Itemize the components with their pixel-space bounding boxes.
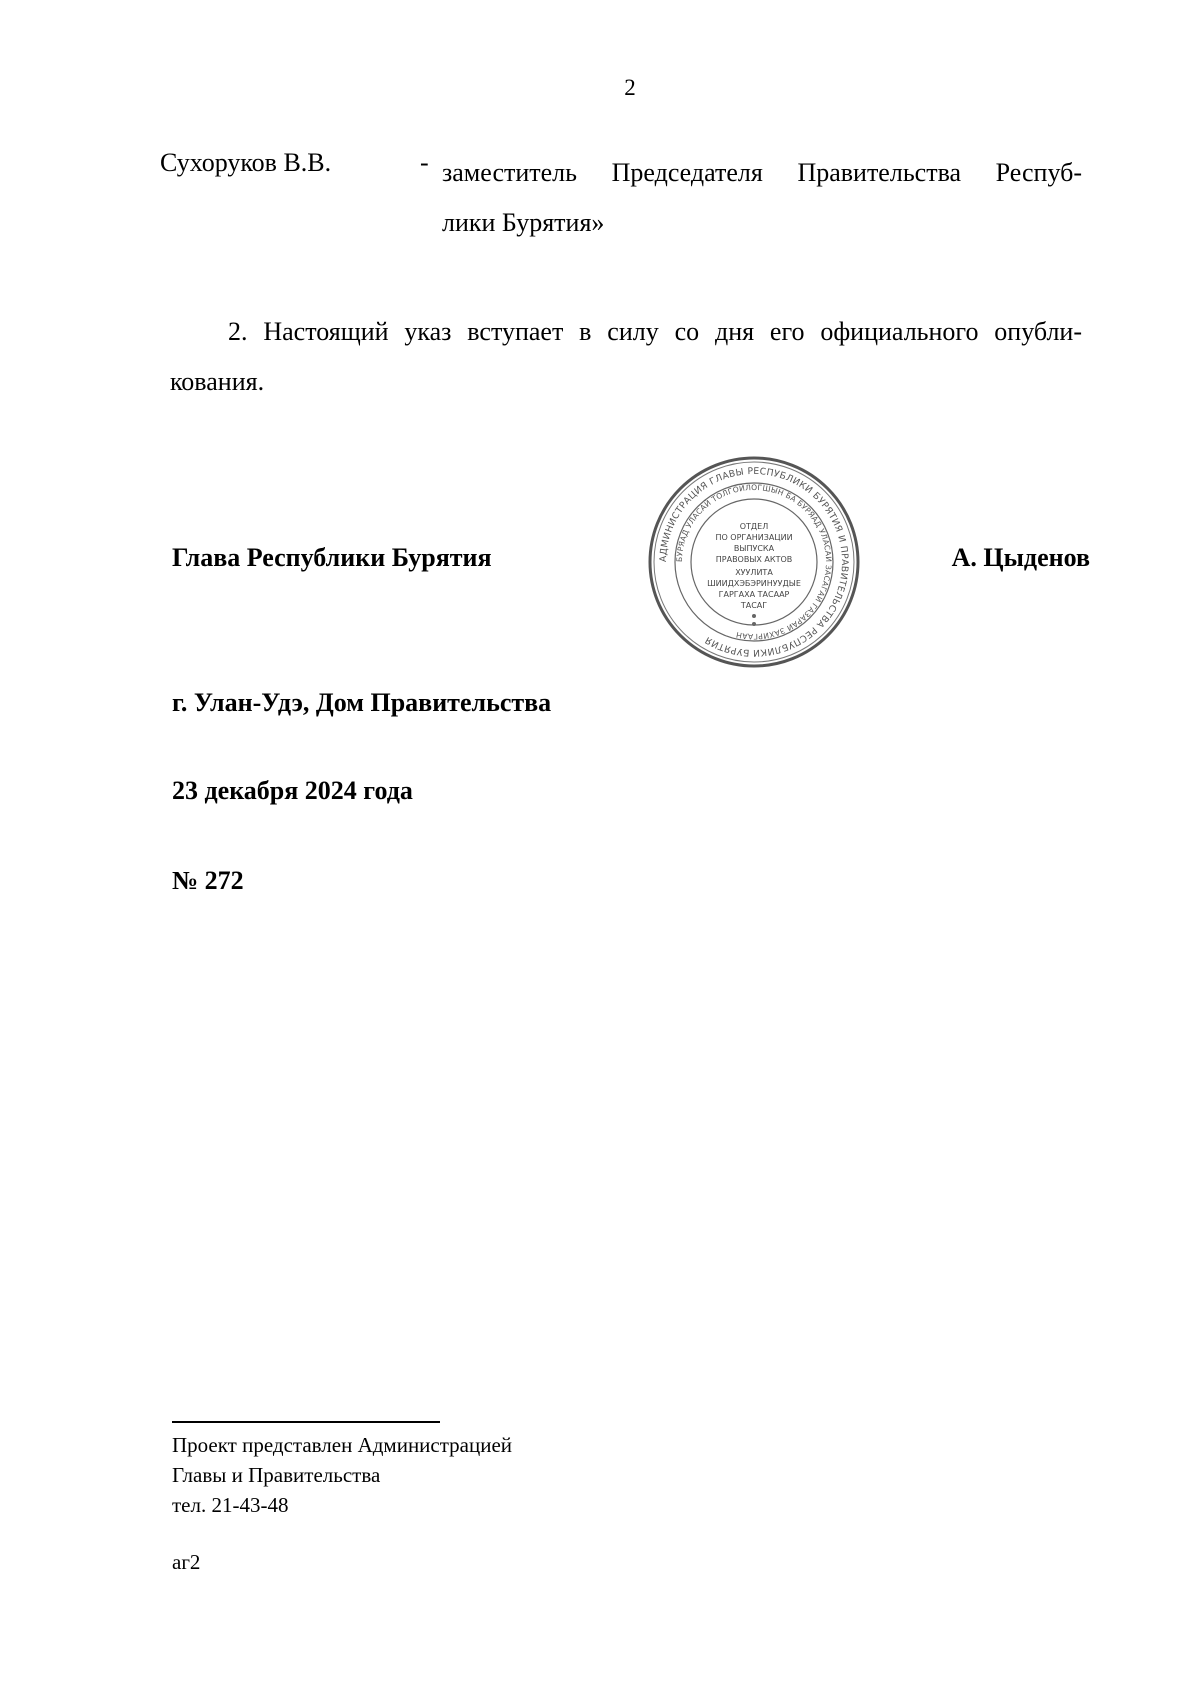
seal-inner-ring-text: БУРЯАД УЛАСАЙ ТОЛГОЙЛОГШЫН БА БУРЯАД УЛАСАЙ ЗАСАГАЙ ГАЗАРАЙ ЗАХИРГААН [674, 482, 834, 642]
footnote-line-2: Главы и Правительства [172, 1463, 381, 1487]
paragraph-2 [170, 307, 1082, 407]
footnote-line-1: Проект представлен Администрацией [172, 1433, 513, 1457]
seal-center-line: ГАРГАХА ТАСААР [718, 590, 790, 599]
paragraph-2-line-2: кования. [170, 367, 265, 396]
seal-center-line: ПО ОРГАНИЗАЦИИ [715, 533, 793, 542]
signatory-title: Глава Республики Бурятия [172, 543, 492, 572]
member-description [442, 148, 1082, 248]
document-code: аг2 [172, 1550, 201, 1574]
member-dash: - [420, 148, 429, 177]
paragraph-2-line-1: 2. Настоящий указ вступает в силу со дня его официального опубли- [228, 317, 1082, 346]
signatory-name: А. Цыденов [951, 543, 1090, 572]
seal-center-line: ОТДЕЛ [739, 522, 769, 531]
decree-number: № 272 [172, 866, 244, 895]
member-description-line-1: заместитель Председателя Правительства Респуб- [442, 158, 1082, 187]
footnote-separator [172, 1421, 440, 1423]
official-seal [648, 456, 860, 668]
seal-outer-text: АДМИНИСТРАЦИЯ ГЛАВЫ РЕСПУБЛИКИ БУРЯТИЯ И ПРАВИТЕЛЬСТВА РЕСПУБЛИКИ БУРЯТИЯ [657, 465, 851, 659]
signing-place: г. Улан-Удэ, Дом Правительства [172, 688, 552, 717]
page-number: 2 [624, 75, 636, 100]
seal-center-line: ПРАВОВЫХ АКТОВ [715, 555, 793, 564]
seal-center-line: ШИИДХЭБЭРИНУУДЫЕ [707, 579, 801, 588]
seal-center-line: ХУУЛИТА [735, 568, 773, 577]
footnote [172, 1430, 512, 1520]
footnote-line-3: тел. 21-43-48 [172, 1493, 289, 1517]
seal-center-line: ВЫПУСКА [733, 544, 775, 553]
member-name: Сухоруков В.В. [160, 148, 332, 177]
signing-date: 23 декабря 2024 года [172, 776, 413, 805]
seal-center-line: ТАСАГ [740, 601, 768, 610]
member-description-line-2: лики Бурятия» [442, 208, 605, 237]
